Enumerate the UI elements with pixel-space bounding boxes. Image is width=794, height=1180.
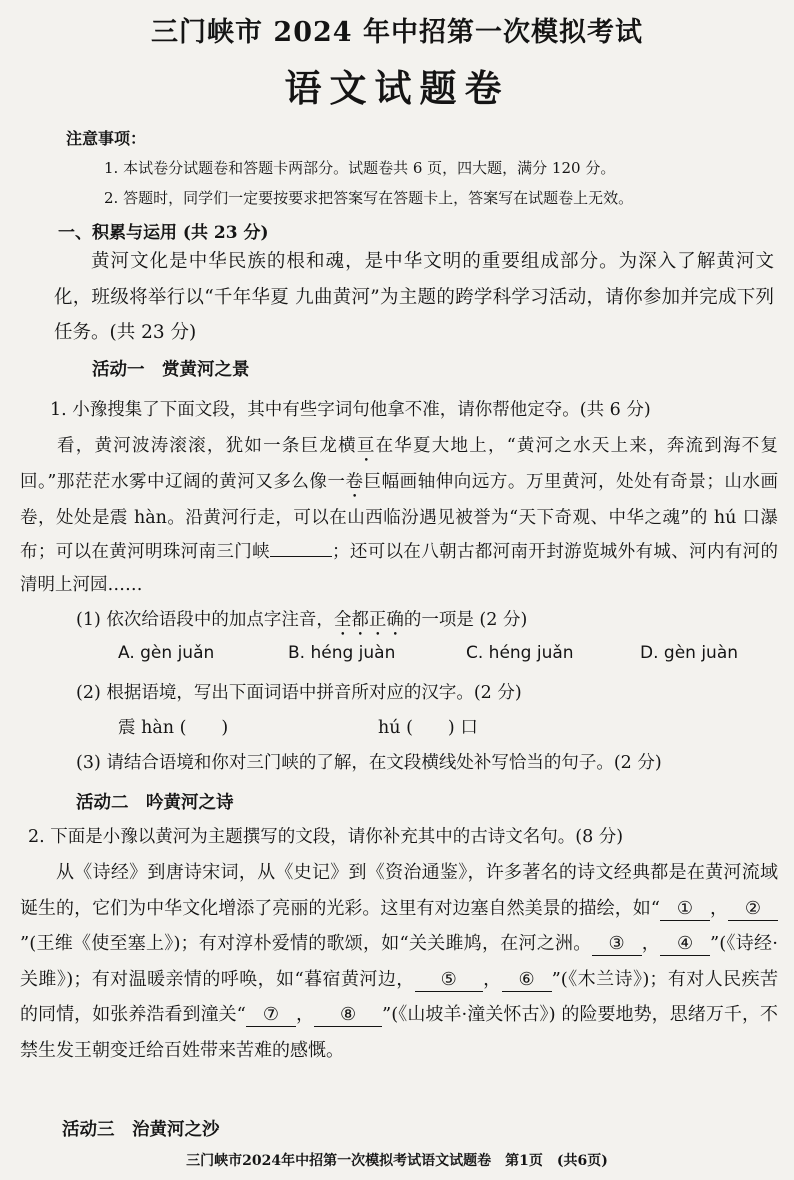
option-d[interactable]: D. gèn juàn: [640, 643, 739, 663]
activity-heading: 活动一 赏黄河之景: [92, 360, 250, 380]
page-footer: 三门峡市2024年中招第一次模拟考试语文试题卷 第1页 (共6页): [186, 1153, 608, 1169]
notice-item: 1. 本试卷分试题卷和答题卡两部分。试题卷共 6 页，四大题，满分 120 分。: [104, 159, 616, 177]
dotted-char: 亘: [356, 436, 376, 456]
option-c[interactable]: C. héng juǎn: [466, 643, 574, 663]
sub-question-1: (1) 依次给语段中的加点字注音，全都正确的一项是 (2 分): [76, 610, 528, 630]
fill-item-1: 震 hàn ( ): [118, 718, 229, 738]
dotted-char: 卷: [345, 472, 364, 492]
activity-heading: 活动三 治黄河之沙: [62, 1120, 220, 1140]
blank-5[interactable]: ⑤: [415, 969, 483, 992]
option-b[interactable]: B. héng juàn: [288, 643, 396, 663]
blank-4[interactable]: ④: [660, 933, 710, 956]
blank-1[interactable]: ①: [660, 898, 710, 921]
fill-item-2: hú ( ) 口: [378, 718, 478, 738]
sub-question-2: (2) 根据语境，写出下面词语中拼音所对应的汉字。(2 分): [76, 683, 522, 703]
notice-heading: 注意事项：: [66, 129, 147, 148]
question-1: 1. 小豫搜集了下面文段，其中有些字词句他拿不准，请你帮他定夺。(共 6 分): [50, 400, 651, 420]
sub-question-3: (3) 请结合语境和你对三门峡的了解，在文段横线处补写恰当的句子。(2 分): [76, 753, 662, 773]
passage-2: 从《诗经》到唐诗宋词，从《史记》到《资治通鉴》，许多著名的诗文经典都是在黄河流域诞生的，它们为中华文化增添了亮丽的光彩。这里有对边塞自然美景的描绘，如“ ① ， ②”(王维《使至塞上》)；有对淳朴爱情的歌颂，如“关关雎鸠，在河之洲。 ③ ， ④ ”(《诗经·关雎》)；有对温暖亲情的呼唤，如“暮宿黄河边， ⑤ ， ⑥ ”(《木兰诗》)；有对人民疾苦的同情，如张养浩看到潼关“ ⑦ ， ⑧ ”(《山坡羊·潼关怀古》) 的险要地势，思绪万千，不禁生发王朝变迁给百姓带来苦难的感慨。: [20, 862, 779, 1061]
option-a[interactable]: A. gèn juǎn: [118, 643, 215, 663]
question-2: 2. 下面是小豫以黄河为主题撰写的文段，请你补充其中的古诗文名句。(8 分): [28, 827, 624, 847]
blank-8[interactable]: ⑧: [314, 1004, 382, 1027]
blank-3[interactable]: ③: [592, 933, 642, 956]
blank-2[interactable]: ②: [728, 898, 778, 921]
blank-6[interactable]: ⑥: [502, 969, 552, 992]
notice-item: 2. 答题时，同学们一定要按要求把答案写在答题卡上，答案写在试题卷上无效。: [104, 189, 634, 207]
section-heading: 一、积累与运用 (共 23 分): [58, 223, 269, 243]
exam-title: 三门峡市 2024 年中招第一次模拟考试: [151, 17, 643, 48]
fill-blank[interactable]: [270, 555, 332, 557]
exam-subtitle: 语文试题卷: [284, 66, 510, 110]
passage-1: 看，黄河波涛滚滚，犹如一条巨龙横亘在华夏大地上，“黄河之水天上来，奔流到海不复回。”那茫茫水雾中辽阔的黄河又多么像一卷巨幅画轴伸向远方。万里黄河，处处有奇景；山水画卷，处处是震 hàn。沿黄河行走，可以在山西临汾遇见被誉为“天下奇观、中华之魂”的 hú 口瀑布；可以在黄河明珠河南三门峡 ；还可以在八朝古都河南开封游览城外有城、河内有河的清明上河园……: [20, 436, 779, 595]
activity-heading: 活动二 吟黄河之诗: [76, 793, 234, 813]
blank-7[interactable]: ⑦: [246, 1004, 296, 1027]
section-intro: 黄河文化是中华民族的根和魂，是中华文明的重要组成部分。为深入了解黄河文化，班级将举行以“千年华夏 九曲黄河”为主题的跨学科学习活动，请你参加并完成下列任务。(共 23 分): [54, 251, 774, 343]
